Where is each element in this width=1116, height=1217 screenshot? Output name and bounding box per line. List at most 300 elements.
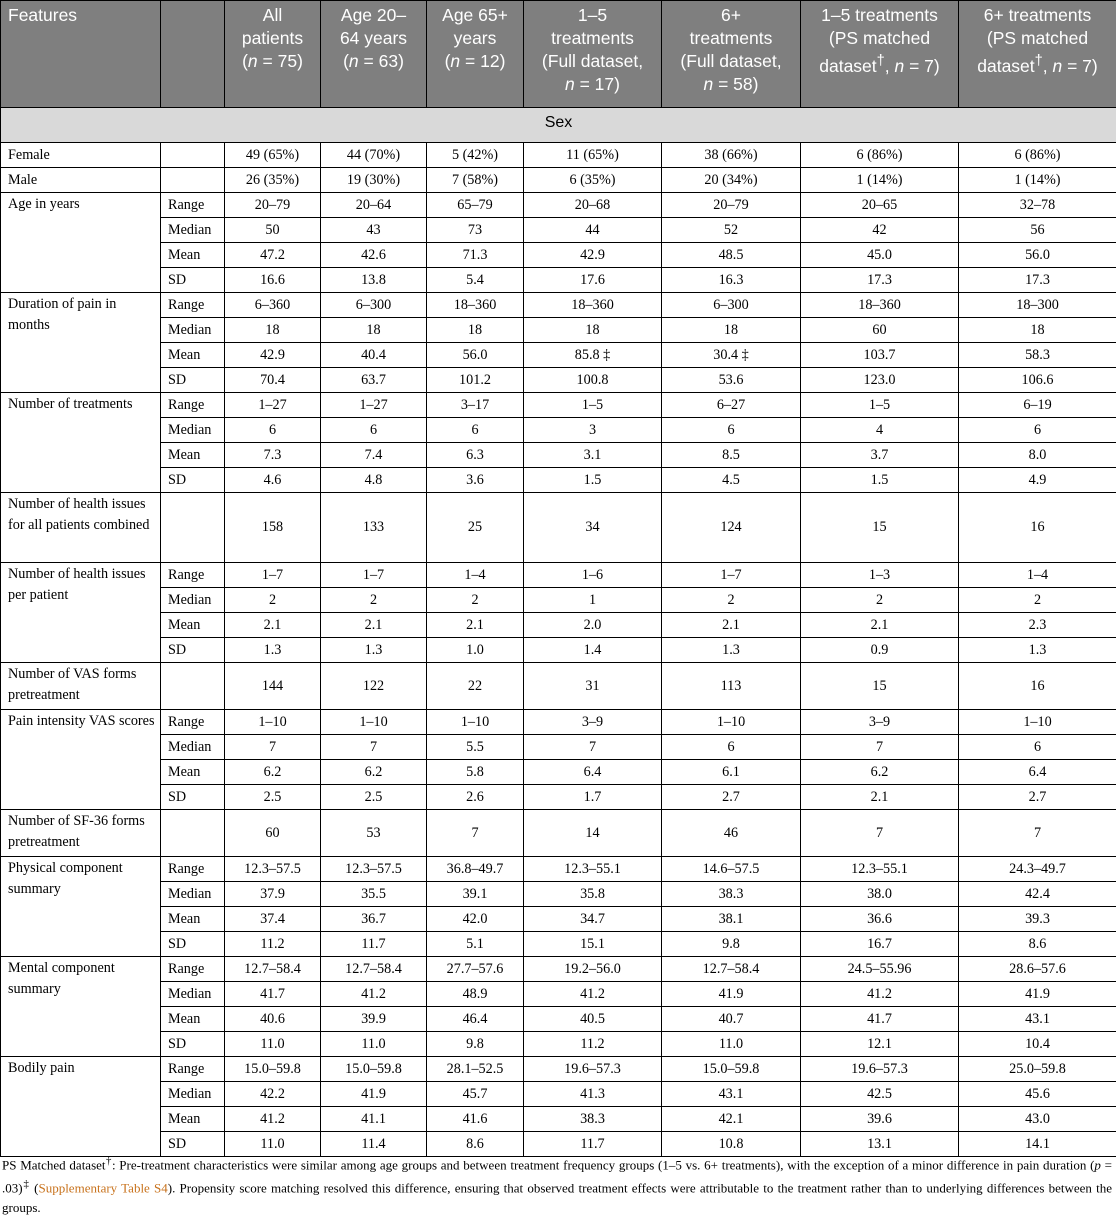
stat-label: Range	[161, 1057, 225, 1082]
table-cell: 36.7	[321, 907, 427, 932]
table-row	[1, 393, 1116, 418]
stat-label: Median	[161, 318, 225, 343]
table-cell: 122	[321, 663, 427, 710]
stat-label: Median	[161, 218, 225, 243]
stat-label: Median	[161, 982, 225, 1007]
table-row	[1, 1107, 1116, 1132]
table-cell: 11.0	[662, 1032, 801, 1057]
header-6-plus-ps: 6+ treatments (PS matched dataset†, n = 7)	[959, 1, 1116, 108]
table-cell: 1–3	[801, 563, 959, 588]
table-cell: 2.1	[427, 613, 524, 638]
table-cell: 43	[321, 218, 427, 243]
table-cell: 20–68	[524, 193, 662, 218]
table-row	[1, 343, 1116, 368]
table-cell: 36.6	[801, 907, 959, 932]
feature-label: Bodily pain	[1, 1057, 161, 1157]
table-cell: 6.2	[225, 760, 321, 785]
stat-label: Range	[161, 957, 225, 982]
table-cell: 10.4	[959, 1032, 1116, 1057]
table-cell: 2.0	[524, 613, 662, 638]
table-cell: 106.6	[959, 368, 1116, 393]
table-cell: 18–360	[801, 293, 959, 318]
table-cell: 6.4	[524, 760, 662, 785]
section-row-sex	[1, 108, 1116, 143]
table-cell: 2.6	[427, 785, 524, 810]
table-cell: 6	[959, 735, 1116, 760]
table-cell: 3.6	[427, 468, 524, 493]
table-cell: 2.7	[959, 785, 1116, 810]
table-cell: 2.5	[321, 785, 427, 810]
stat-label: SD	[161, 638, 225, 663]
table-cell: 123.0	[801, 368, 959, 393]
table-cell: 12.3–57.5	[321, 857, 427, 882]
table-cell: 41.2	[321, 982, 427, 1007]
table-cell: 4.8	[321, 468, 427, 493]
table-cell: 35.5	[321, 882, 427, 907]
table-cell: 14	[524, 810, 662, 857]
table-cell: 1–4	[427, 563, 524, 588]
table-cell: 2	[959, 588, 1116, 613]
table-cell: 42	[801, 218, 959, 243]
table-cell: 18	[959, 318, 1116, 343]
table-cell: 17.3	[801, 268, 959, 293]
table-cell: 15	[801, 493, 959, 563]
table-cell: 7	[524, 735, 662, 760]
table-row	[1, 932, 1116, 957]
table-cell: 71.3	[427, 243, 524, 268]
stat-label: Mean	[161, 443, 225, 468]
feature-label: Number of health issues per patient	[1, 563, 161, 663]
header-6-plus-full: 6+ treatments (Full dataset, n = 58)	[662, 1, 801, 108]
table-cell: 19.2–56.0	[524, 957, 662, 982]
feature-label: Mental component summary	[1, 957, 161, 1057]
table-cell: 1.4	[524, 638, 662, 663]
table-cell: 12.1	[801, 1032, 959, 1057]
table-cell: 12.3–55.1	[524, 857, 662, 882]
table-cell: 6–360	[225, 293, 321, 318]
table-cell: 12.7–58.4	[321, 957, 427, 982]
table-cell: 63.7	[321, 368, 427, 393]
table-cell: 7	[801, 735, 959, 760]
table-cell: 24.5–55.96	[801, 957, 959, 982]
table-cell: 18	[225, 318, 321, 343]
table-row	[1, 368, 1116, 393]
stat-label: Mean	[161, 1107, 225, 1132]
feature-label: Number of SF-36 forms pretreatment	[1, 810, 161, 857]
table-cell: 1 (14%)	[959, 168, 1116, 193]
table-cell: 6	[321, 418, 427, 443]
table-row	[1, 710, 1116, 735]
table-row	[1, 318, 1116, 343]
table-cell: 36.8–49.7	[427, 857, 524, 882]
table-cell: 1–10	[225, 710, 321, 735]
table-cell: 30.4 ‡	[662, 343, 801, 368]
stat-label: Mean	[161, 1007, 225, 1032]
table-cell: 1.5	[524, 468, 662, 493]
stat-label	[161, 143, 225, 168]
feature-label: Number of VAS forms pretreatment	[1, 663, 161, 710]
table-cell: 20–79	[662, 193, 801, 218]
header-row	[1, 1, 1116, 108]
table-cell: 2	[801, 588, 959, 613]
table-cell: 1–5	[524, 393, 662, 418]
table-cell: 41.2	[524, 982, 662, 1007]
table-cell: 18–300	[959, 293, 1116, 318]
table-cell: 5.8	[427, 760, 524, 785]
table-cell: 14.6–57.5	[662, 857, 801, 882]
table-cell: 6	[662, 735, 801, 760]
table-cell: 6–19	[959, 393, 1116, 418]
table-cell: 18	[524, 318, 662, 343]
table-cell: 32–78	[959, 193, 1116, 218]
table-row	[1, 735, 1116, 760]
table-cell: 11.2	[225, 932, 321, 957]
table-cell: 73	[427, 218, 524, 243]
table-cell: 42.0	[427, 907, 524, 932]
table-cell: 60	[225, 810, 321, 857]
table-cell: 4.6	[225, 468, 321, 493]
table-row	[1, 468, 1116, 493]
table-cell: 1–27	[225, 393, 321, 418]
table-cell: 41.2	[801, 982, 959, 1007]
table-cell: 1.7	[524, 785, 662, 810]
table-cell: 18–360	[427, 293, 524, 318]
table-cell: 7	[225, 735, 321, 760]
table-row	[1, 857, 1116, 882]
table-cell: 5.1	[427, 932, 524, 957]
table-cell: 38.0	[801, 882, 959, 907]
table-cell: 44	[524, 218, 662, 243]
table-cell: 8.0	[959, 443, 1116, 468]
table-cell: 70.4	[225, 368, 321, 393]
table-row	[1, 1007, 1116, 1032]
table-row	[1, 268, 1116, 293]
table-cell: 6 (86%)	[959, 143, 1116, 168]
table-cell: 144	[225, 663, 321, 710]
stat-label: Median	[161, 882, 225, 907]
table-row	[1, 493, 1116, 563]
table-cell: 1–7	[662, 563, 801, 588]
stat-label	[161, 810, 225, 857]
table-cell: 42.2	[225, 1082, 321, 1107]
table-cell: 4.5	[662, 468, 801, 493]
table-cell: 7 (58%)	[427, 168, 524, 193]
table-cell: 41.2	[225, 1107, 321, 1132]
table-cell: 3–17	[427, 393, 524, 418]
table-cell: 50	[225, 218, 321, 243]
table-cell: 41.6	[427, 1107, 524, 1132]
table-cell: 24.3–49.7	[959, 857, 1116, 882]
table-cell: 11.4	[321, 1132, 427, 1157]
stat-label: Range	[161, 563, 225, 588]
table-cell: 12.3–55.1	[801, 857, 959, 882]
supplementary-table-link[interactable]: Supplementary Table S4	[38, 1180, 167, 1195]
table-cell: 48.5	[662, 243, 801, 268]
table-row	[1, 907, 1116, 932]
table-cell: 52	[662, 218, 801, 243]
table-cell: 38 (66%)	[662, 143, 801, 168]
table-cell: 2.1	[225, 613, 321, 638]
table-cell: 25	[427, 493, 524, 563]
table-row	[1, 638, 1116, 663]
table-cell: 40.6	[225, 1007, 321, 1032]
table-cell: 113	[662, 663, 801, 710]
table-cell: 38.3	[662, 882, 801, 907]
table-cell: 1.3	[662, 638, 801, 663]
stat-label: Median	[161, 418, 225, 443]
table-cell: 46	[662, 810, 801, 857]
table-cell: 34.7	[524, 907, 662, 932]
table-row	[1, 613, 1116, 638]
table-cell: 11.2	[524, 1032, 662, 1057]
table-cell: 6.4	[959, 760, 1116, 785]
table-cell: 20 (34%)	[662, 168, 801, 193]
table-cell: 28.1–52.5	[427, 1057, 524, 1082]
stat-label: Mean	[161, 613, 225, 638]
table-cell: 65–79	[427, 193, 524, 218]
table-cell: 6.2	[801, 760, 959, 785]
table-cell: 40.5	[524, 1007, 662, 1032]
table-cell: 2.1	[801, 785, 959, 810]
table-cell: 41.7	[801, 1007, 959, 1032]
table-cell: 16	[959, 663, 1116, 710]
table-cell: 11.0	[225, 1032, 321, 1057]
table-cell: 15.0–59.8	[662, 1057, 801, 1082]
table-cell: 15.0–59.8	[225, 1057, 321, 1082]
feature-label: Number of health issues for all patients combined	[1, 493, 161, 563]
table-cell: 6	[662, 418, 801, 443]
stat-label: Range	[161, 293, 225, 318]
table-cell: 58.3	[959, 343, 1116, 368]
table-cell: 101.2	[427, 368, 524, 393]
table-cell: 0.9	[801, 638, 959, 663]
table-cell: 37.9	[225, 882, 321, 907]
table-cell: 37.4	[225, 907, 321, 932]
table-cell: 42.1	[662, 1107, 801, 1132]
table-row	[1, 957, 1116, 982]
stat-label: Range	[161, 393, 225, 418]
stat-label: Median	[161, 588, 225, 613]
table-cell: 4.9	[959, 468, 1116, 493]
table-cell: 11.7	[321, 932, 427, 957]
table-cell: 38.3	[524, 1107, 662, 1132]
table-cell: 42.6	[321, 243, 427, 268]
stat-label: SD	[161, 785, 225, 810]
table-cell: 41.7	[225, 982, 321, 1007]
feature-label: Number of treatments	[1, 393, 161, 493]
table-cell: 7	[959, 810, 1116, 857]
table-cell: 20–65	[801, 193, 959, 218]
table-cell: 6.2	[321, 760, 427, 785]
table-cell: 8.6	[959, 932, 1116, 957]
table-cell: 6	[225, 418, 321, 443]
table-cell: 5 (42%)	[427, 143, 524, 168]
table-cell: 17.6	[524, 268, 662, 293]
table-cell: 5.4	[427, 268, 524, 293]
table-cell: 1–5	[801, 393, 959, 418]
table-cell: 7	[427, 810, 524, 857]
stat-label: SD	[161, 268, 225, 293]
feature-label: Age in years	[1, 193, 161, 293]
table-cell: 8.5	[662, 443, 801, 468]
table-cell: 60	[801, 318, 959, 343]
table-cell: 19 (30%)	[321, 168, 427, 193]
table-cell: 7.3	[225, 443, 321, 468]
stat-label: Range	[161, 857, 225, 882]
table-cell: 9.8	[662, 932, 801, 957]
table-cell: 39.9	[321, 1007, 427, 1032]
header-stat-blank	[161, 1, 225, 108]
table-cell: 1.3	[225, 638, 321, 663]
table-cell: 1 (14%)	[801, 168, 959, 193]
table-cell: 6–300	[662, 293, 801, 318]
table-cell: 9.8	[427, 1032, 524, 1057]
header-1-5-full: 1–5 treatments (Full dataset, n = 17)	[524, 1, 662, 108]
table-cell: 6.1	[662, 760, 801, 785]
table-cell: 2	[662, 588, 801, 613]
table-cell: 158	[225, 493, 321, 563]
table-cell: 48.9	[427, 982, 524, 1007]
table-cell: 27.7–57.6	[427, 957, 524, 982]
table-cell: 6	[959, 418, 1116, 443]
table-cell: 6–27	[662, 393, 801, 418]
table-row	[1, 243, 1116, 268]
table-cell: 2.7	[662, 785, 801, 810]
stat-label	[161, 663, 225, 710]
stat-label	[161, 168, 225, 193]
table-cell: 1–4	[959, 563, 1116, 588]
table-cell: 49 (65%)	[225, 143, 321, 168]
table-cell: 43.1	[662, 1082, 801, 1107]
table-cell: 4	[801, 418, 959, 443]
table-cell: 1–6	[524, 563, 662, 588]
table-cell: 100.8	[524, 368, 662, 393]
table-row	[1, 563, 1116, 588]
table-cell: 42.4	[959, 882, 1116, 907]
table-cell: 16.7	[801, 932, 959, 957]
table-cell: 2	[225, 588, 321, 613]
feature-label: Duration of pain in months	[1, 293, 161, 393]
stat-label: Mean	[161, 907, 225, 932]
stat-label: SD	[161, 468, 225, 493]
table-cell: 34	[524, 493, 662, 563]
table-cell: 11.0	[225, 1132, 321, 1157]
table-cell: 16	[959, 493, 1116, 563]
table-cell: 85.8 ‡	[524, 343, 662, 368]
table-cell: 2	[427, 588, 524, 613]
table-cell: 12.3–57.5	[225, 857, 321, 882]
table-cell: 1.3	[959, 638, 1116, 663]
table-cell: 40.4	[321, 343, 427, 368]
table-cell: 31	[524, 663, 662, 710]
header-features: Features	[1, 1, 161, 108]
stat-label: SD	[161, 1032, 225, 1057]
table-cell: 45.6	[959, 1082, 1116, 1107]
table-cell: 1–27	[321, 393, 427, 418]
table-cell: 1.5	[801, 468, 959, 493]
table-cell: 1.0	[427, 638, 524, 663]
table-cell: 15.0–59.8	[321, 1057, 427, 1082]
table-cell: 15	[801, 663, 959, 710]
table-cell: 42.5	[801, 1082, 959, 1107]
table-cell: 2.3	[959, 613, 1116, 638]
table-cell: 41.1	[321, 1107, 427, 1132]
section-label: Sex	[1, 108, 1116, 143]
table-row	[1, 1057, 1116, 1082]
table-row	[1, 663, 1116, 710]
table-cell: 2.1	[801, 613, 959, 638]
table-cell: 3	[524, 418, 662, 443]
table-cell: 44 (70%)	[321, 143, 427, 168]
stat-label: SD	[161, 1132, 225, 1157]
feature-label: Pain intensity VAS scores	[1, 710, 161, 810]
table-cell: 19.6–57.3	[801, 1057, 959, 1082]
table-cell: 42.9	[524, 243, 662, 268]
table-cell: 35.8	[524, 882, 662, 907]
row-label: Female	[1, 143, 161, 168]
table-cell: 19.6–57.3	[524, 1057, 662, 1082]
header-age-65-plus: Age 65+ years (n = 12)	[427, 1, 524, 108]
table-cell: 11 (65%)	[524, 143, 662, 168]
table-cell: 7	[321, 735, 427, 760]
table-cell: 2.5	[225, 785, 321, 810]
table-row	[1, 293, 1116, 318]
table-cell: 18–360	[524, 293, 662, 318]
stat-label: Range	[161, 193, 225, 218]
table-row	[1, 418, 1116, 443]
table-cell: 45.7	[427, 1082, 524, 1107]
stat-label: Mean	[161, 760, 225, 785]
table-cell: 46.4	[427, 1007, 524, 1032]
stat-label: Range	[161, 710, 225, 735]
table-cell: 1	[524, 588, 662, 613]
table-cell: 1–7	[321, 563, 427, 588]
table-cell: 6.3	[427, 443, 524, 468]
table-cell: 1–10	[321, 710, 427, 735]
table-cell: 41.9	[662, 982, 801, 1007]
table-cell: 47.2	[225, 243, 321, 268]
table-cell: 38.1	[662, 907, 801, 932]
table-cell: 53	[321, 810, 427, 857]
table-cell: 56	[959, 218, 1116, 243]
table-cell: 41.9	[321, 1082, 427, 1107]
stat-label	[161, 493, 225, 563]
table-cell: 3.7	[801, 443, 959, 468]
stat-label: Mean	[161, 243, 225, 268]
table-row	[1, 810, 1116, 857]
table-cell: 45.0	[801, 243, 959, 268]
table-cell: 1–10	[959, 710, 1116, 735]
table-cell: 56.0	[427, 343, 524, 368]
table-cell: 7	[801, 810, 959, 857]
table-cell: 18	[662, 318, 801, 343]
table-cell: 22	[427, 663, 524, 710]
table-cell: 13.8	[321, 268, 427, 293]
table-cell: 39.3	[959, 907, 1116, 932]
table-cell: 11.0	[321, 1032, 427, 1057]
table-cell: 43.1	[959, 1007, 1116, 1032]
table-cell: 15.1	[524, 932, 662, 957]
table-cell: 1–10	[662, 710, 801, 735]
table-row	[1, 1032, 1116, 1057]
table-cell: 39.6	[801, 1107, 959, 1132]
table-cell: 103.7	[801, 343, 959, 368]
table-cell: 26 (35%)	[225, 168, 321, 193]
table-cell: 28.6–57.6	[959, 957, 1116, 982]
row-label: Male	[1, 168, 161, 193]
stat-label: Mean	[161, 343, 225, 368]
table-row	[1, 760, 1116, 785]
